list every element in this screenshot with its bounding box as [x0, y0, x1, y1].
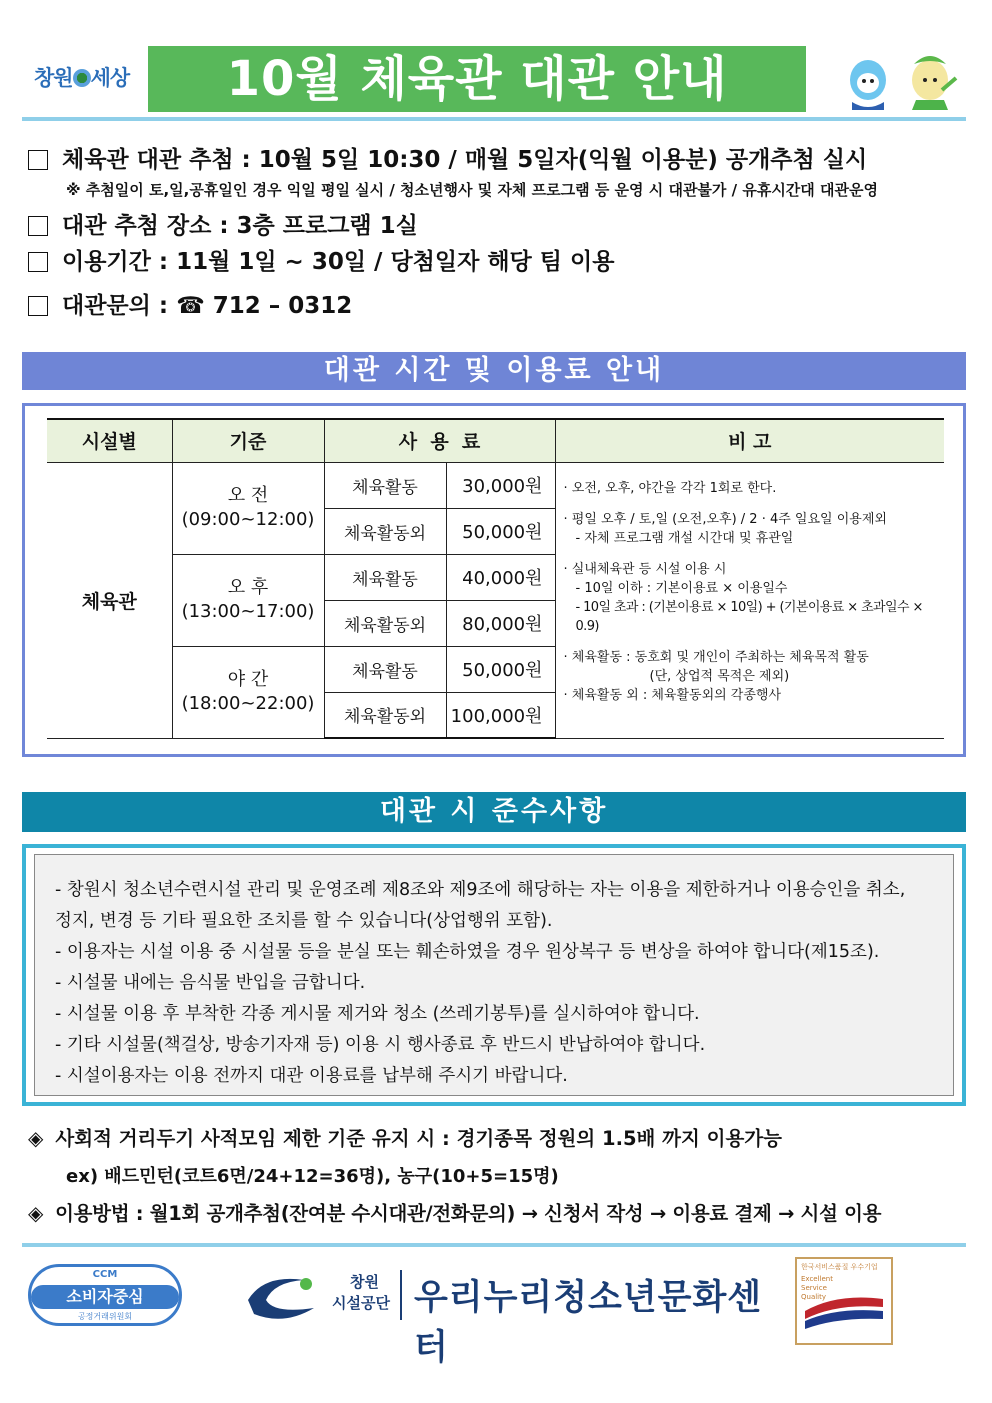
usage-method	[28, 1198, 881, 1226]
col-header-period: 기준	[172, 419, 324, 462]
rule-item: - 시설물 이용 후 부착한 각종 게시물 제거와 청소 (쓰레기봉투)를 실시하여야 합니다.	[55, 1004, 700, 1024]
fee-cell: 50,000원	[446, 646, 555, 692]
center-logo	[244, 1266, 764, 1368]
facility-cell: 체육관	[47, 462, 172, 738]
remarks-cell	[555, 462, 944, 738]
mascot-icon	[838, 50, 968, 112]
ccm-logo-main: 소비자중심	[31, 1285, 179, 1309]
center-name: 우리누리청소년문화센터	[414, 1278, 763, 1368]
info-period	[28, 248, 614, 276]
logo-text: 창원	[34, 65, 73, 90]
remark-7: · 체육활동 : 동호회 및 개인이 주최하는 체육목적 활동	[563, 649, 869, 665]
changwon-logo	[34, 62, 129, 92]
remark-5: - 10일 이하 : 기본이용료 × 이용일수	[575, 580, 788, 596]
checkbox-icon	[28, 252, 48, 272]
period-afternoon-time: (13:00~17:00)	[181, 601, 315, 622]
header	[22, 44, 966, 122]
draw-note: ※ 추첨일이 토,일,공휴일인 경우 익일 평일 실시 / 청소년행사 및 자체 프로그램 등 운영 시 대관불가 / 유휴시간대 대관운영	[66, 181, 878, 199]
rule-item: - 기타 시설물(책걸상, 방송기자재 등) 이용 시 행사종료 후 반드시 반납하여야 합니다.	[55, 1035, 706, 1055]
period-morning-name: 오 전	[227, 485, 269, 506]
distancing-example: ex) 배드민턴(코트6면/24+12=36명), 농구(10+5=15명)	[66, 1166, 559, 1187]
period-afternoon-name: 오 후	[227, 577, 269, 598]
fee-cell: 30,000원	[446, 462, 555, 508]
rules-list	[55, 875, 905, 1092]
period-night	[172, 646, 324, 738]
remark-4: · 실내체육관 등 시설 이용 시	[563, 561, 727, 577]
info-contact-text: 대관문의 : ☎ 712 – 0312	[62, 293, 353, 319]
org-sub	[332, 1272, 390, 1314]
ccm-logo	[28, 1264, 182, 1326]
distancing-note	[28, 1123, 782, 1151]
rules-panel	[34, 854, 954, 1096]
kind-cell: 체육활동외	[324, 692, 446, 738]
checkbox-icon	[28, 296, 48, 316]
section-title-fees: 대관 시간 및 이용료 안내	[22, 352, 966, 390]
ksq-en: Excellent Service Quality	[801, 1275, 833, 1301]
info-period-text: 이용기간 : 11월 1일 ~ 30일 / 당첨일자 해당 팀 이용	[62, 249, 615, 275]
globe-icon	[73, 69, 91, 87]
info-draw	[28, 146, 867, 174]
swoosh-icon	[244, 1270, 324, 1322]
info-place	[28, 212, 418, 240]
org-sub-2: 시설공단	[332, 1294, 390, 1312]
page-title: 10월 체육관 대관 안내	[148, 46, 806, 112]
ccm-logo-top: CCM	[92, 1269, 118, 1280]
fee-cell: 80,000원	[446, 600, 555, 646]
period-morning-time: (09:00~12:00)	[181, 509, 315, 530]
rules-frame	[22, 844, 966, 1106]
ksq-emblem-icon	[797, 1259, 891, 1343]
org-sub-1: 창원	[350, 1273, 379, 1291]
remark-6: - 10일 초과 : (기본이용료 × 10일) + (기본이용료 × 초과일수 × 0.9)	[575, 599, 923, 634]
ccm-logo-sub: 공정거래위원회	[77, 1312, 133, 1321]
period-night-time: (18:00~22:00)	[181, 693, 315, 714]
kind-cell: 체육활동외	[324, 600, 446, 646]
rule-item: - 시설물 내에는 음식물 반입을 금합니다.	[55, 973, 366, 993]
col-header-fee: 사 용 료	[324, 419, 555, 462]
checkbox-icon	[28, 150, 48, 170]
kind-cell: 체육활동외	[324, 508, 446, 554]
info-draw-text: 체육관 대관 추첨 : 10월 5일 10:30 / 매월 5일자(익월 이용분) 공개추첨 실시	[62, 147, 868, 173]
rule-item: - 이용자는 시설 이용 중 시설물 등을 분실 또는 훼손하였을 경우 원상복구 등 변상을 하여야 합니다(제15조).	[55, 942, 880, 962]
divider	[400, 1270, 402, 1320]
rule-item: - 창원시 청소년수련시설 관리 및 운영조례 제8조와 제9조에 해당하는 자는 이용을 제한하거나 이용승인을 취소,	[55, 880, 906, 900]
remark-9: · 체육활동 외 : 체육활동외의 각종행사	[563, 687, 782, 703]
fee-cell: 100,000원	[446, 692, 555, 738]
info-place-text: 대관 추첨 장소 : 3층 프로그램 1실	[62, 213, 418, 239]
diamond-icon: ◈	[28, 1126, 44, 1150]
checkbox-icon	[28, 216, 48, 236]
col-header-remarks: 비 고	[555, 419, 944, 462]
section-title-rules: 대관 시 준수사항	[22, 792, 966, 832]
header-divider	[22, 117, 966, 121]
rule-item-continued: 정지, 변경 등 기타 필요한 조치를 할 수 있습니다(상업행위 포함).	[55, 911, 553, 931]
kind-cell: 체육활동	[324, 554, 446, 600]
logo-text-2: 세상	[90, 65, 130, 90]
remark-2: · 평일 오후 / 토,일 (오전,오후) / 2 · 4주 일요일 이용제외	[563, 511, 887, 527]
footer-divider	[22, 1243, 966, 1247]
fee-cell: 40,000원	[446, 554, 555, 600]
remark-3: - 자체 프로그램 개설 시간대 및 휴관일	[575, 530, 794, 546]
info-contact	[28, 292, 352, 320]
period-morning	[172, 462, 324, 554]
period-night-name: 야 간	[227, 669, 269, 690]
col-header-facility: 시설별	[47, 419, 172, 462]
ksq-certification-logo	[795, 1257, 893, 1345]
ksq-title: 한국서비스품질 우수기업	[801, 1263, 878, 1271]
distancing-note-text: 사회적 거리두기 사적모임 제한 기준 유지 시 : 경기종목 정원의 1.5배 까지 이용가능	[55, 1127, 782, 1150]
kind-cell: 체육활동	[324, 646, 446, 692]
diamond-icon: ◈	[28, 1201, 44, 1225]
fee-table-frame	[22, 403, 966, 757]
fee-table	[47, 418, 944, 739]
rule-item: - 시설이용자는 이용 전까지 대관 이용료를 납부해 주시기 바랍니다.	[55, 1066, 568, 1086]
remark-1: · 오전, 오후, 야간을 각각 1회로 한다.	[563, 480, 777, 496]
fee-cell: 50,000원	[446, 508, 555, 554]
kind-cell: 체육활동	[324, 462, 446, 508]
usage-method-text: 이용방법 : 월1회 공개추첨(잔여분 수시대관/전화문의) → 신청서 작성 → 이용료 결제 → 시설 이용	[55, 1202, 882, 1225]
period-afternoon	[172, 554, 324, 646]
remark-8: (단, 상업적 목적은 제외)	[649, 668, 790, 684]
